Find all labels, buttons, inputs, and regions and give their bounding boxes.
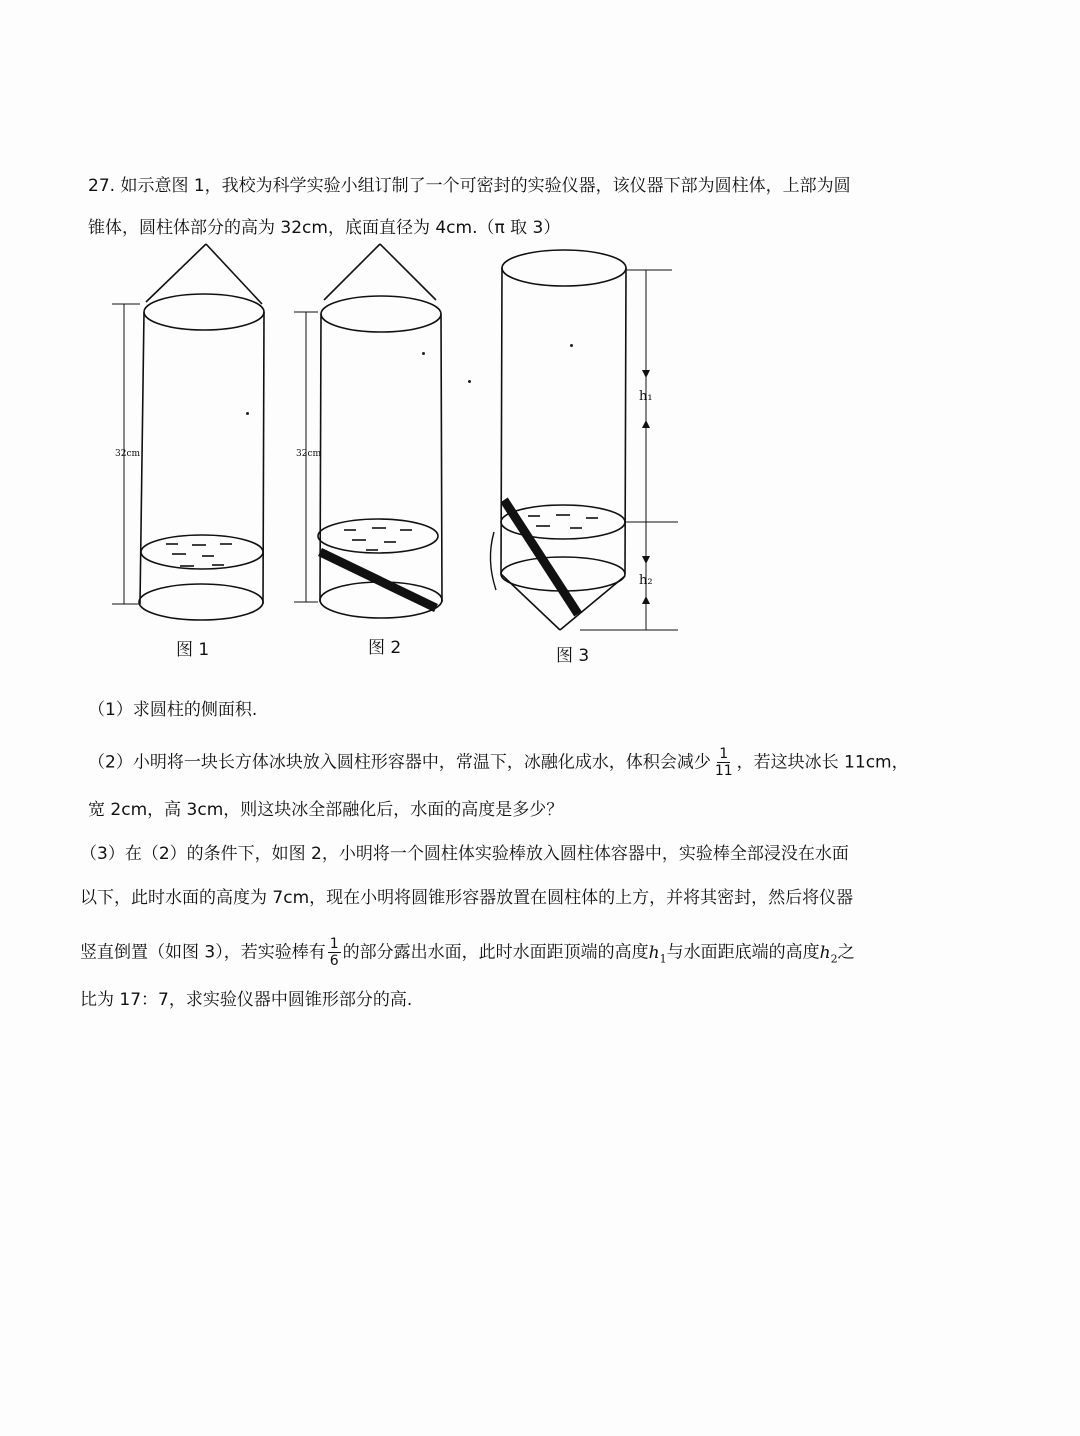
q3-h1-variable xyxy=(649,943,667,963)
question-3-line4: 比为 17：7，求实验仪器中圆锥形部分的高. xyxy=(80,990,413,1010)
fig3-h1-label: h₁ xyxy=(639,389,653,404)
q3-h2-subscript: 2 xyxy=(830,951,838,965)
figures-diagram xyxy=(0,0,1080,690)
question-1: （1）求圆柱的侧面积. xyxy=(88,700,258,720)
fig1-height-label: 32cm xyxy=(115,449,141,459)
q3-fraction-denominator: 6 xyxy=(329,953,339,969)
scan-speck xyxy=(468,380,471,383)
question-2-line1 xyxy=(88,746,909,779)
figure-3-caption: 图 3 xyxy=(556,646,590,666)
q3-text-c: 与水面距底端的高度 xyxy=(666,942,820,963)
q3-text-b: 的部分露出水面，此时水面距顶端的高度 xyxy=(342,942,649,963)
q3-h1-letter: h xyxy=(648,942,660,963)
scan-speck xyxy=(246,412,249,415)
q3-fraction xyxy=(328,936,341,969)
q2-fraction xyxy=(713,746,735,779)
figure-1-caption: 图 1 xyxy=(176,640,210,660)
q3-h1-subscript: 1 xyxy=(659,951,667,965)
question-2-line2: 宽 2cm，高 3cm，则这块冰全部融化后，水面的高度是多少？ xyxy=(88,800,564,820)
scan-speck xyxy=(570,344,573,347)
problem-intro-line2: 锥体，圆柱体部分的高为 32cm，底面直径为 4cm.（π 取 3） xyxy=(88,218,561,238)
problem-intro-line1: 27. 如示意图 1，我校为科学实验小组订制了一个可密封的实验仪器，该仪器下部为圆柱体，上部为圆 xyxy=(88,176,851,196)
q3-text-a: 竖直倒置（如图 3），若实验棒有 xyxy=(80,942,326,963)
question-3-line1: （3）在（2）的条件下，如图 2，小明将一个圆柱体实验棒放入圆柱体容器中，实验棒全部浸没在水面 xyxy=(80,844,849,864)
question-3-line3 xyxy=(80,936,855,971)
question-3-line2: 以下，此时水面的高度为 7cm，现在小明将圆锥形容器放置在圆柱体的上方，并将其密封，然后将仪器 xyxy=(80,888,854,908)
figure-2-cylinder xyxy=(294,244,442,618)
q3-fraction-numerator: 1 xyxy=(329,936,339,952)
figure-1-cylinder xyxy=(112,244,264,620)
scan-speck xyxy=(422,352,425,355)
q3-text-d: 之 xyxy=(837,942,855,963)
fig2-height-label: 32cm xyxy=(296,449,322,459)
q2-text-before: （2）小明将一块长方体冰块放入圆柱形容器中，常温下，冰融化成水，体积会减少 xyxy=(88,752,711,773)
q2-text-after: ，若这块冰长 11cm， xyxy=(736,752,909,773)
figure-2-caption: 图 2 xyxy=(368,638,402,658)
q3-h2-variable xyxy=(820,943,838,963)
q2-fraction-denominator: 11 xyxy=(714,763,733,779)
fig3-h2-label: h₂ xyxy=(639,573,653,588)
q2-fraction-numerator: 1 xyxy=(719,746,729,762)
q3-h2-letter: h xyxy=(819,942,831,963)
